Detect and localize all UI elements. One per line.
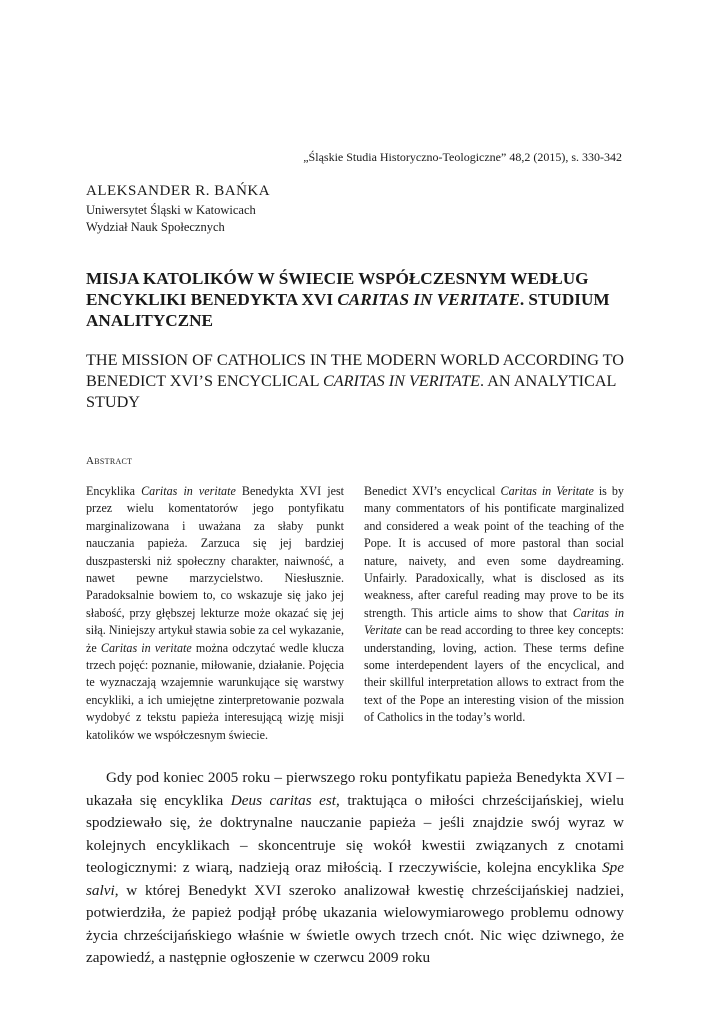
body-s3: , w której Benedykt XVI szeroko analizował kwestię chrześcijańskiej nadziei, potwierdziła, że papież podjął próbę ukazania wielowymiarowego problemu odnowy życia chrześcijańskiego właśnie w świetle owych trzech cnót. Nic więc dziwnego, że zapowiedź, a następnie ogłoszenie w czerwcu 2009 roku [86,881,624,966]
abstract-pl-s3: można odczytać wedle klucza trzech pojęć: poznanie, miłowanie, działanie. Pojęcia te wyznaczają wzajemnie warunkujące się warstwy encykliki, a ich umiejętne zinterpretowanie pozwala wydobyć z tekstu papieża interesującą wizję misji katolików we współczesnym świecie. [86,640,344,742]
abstract-en-s2: is by many commentators of his pontificate marginalized and considered a weak point of the teaching of the Pope. It is accused of more pastoral than social nature, naivety, and even some daydreaming. Unfairly. Paradoxically, what is disclosed as its weakness, after careful reading may prove to be its strength. This article aims to show that [364,484,624,620]
title-english-part2: . AN ANALYTICAL STUDY [86,372,616,411]
abstract-heading: Abstract [86,455,133,467]
author-affiliation-university: Uniwersytet Śląski w Katowicach [86,203,256,217]
abstract-en-s1: Benedict XVI’s encyclical [364,484,501,498]
abstract-english [364,483,624,727]
abstract-en-s3: can be read according to three key concepts: understanding, loving, action. These terms define some interdependent layers of the encyclical, and their skillful interpretation allows to extract from the text of the Pope an interesting vision of the mission of Catholics in the today’s world. [364,623,624,725]
abstract-pl-i1: Caritas in veritate [141,484,236,498]
title-english [86,350,626,413]
body-s1: Gdy pod koniec 2005 roku – pierwszego roku pontyfikatu papieża Benedykta XVI – ukazała się encyklika [86,769,624,809]
title-polish-part1: MISJA KATOLIKÓW W ŚWIECIE WSPÓŁCZESNYM WEDŁUG ENCYKLIKI BENEDYKTA XVI [86,269,589,309]
journal-reference: „Śląskie Studia Historyczno-Teologiczne” 48,2 (2015), s. 330-342 [303,150,622,164]
title-english-italic: CARITAS IN VERITATE [322,372,481,390]
title-english-part1: THE MISSION OF CATHOLICS IN THE MODERN WORLD ACCORDING TO BENEDICT XVI’S ENCYCLICAL [86,351,624,390]
body-i1: Deus caritas est [230,791,337,809]
title-polish-part2: . STUDIUM ANALITYCZNE [86,290,610,330]
abstract-pl-i2: Caritas in veritate [100,640,192,655]
abstract-en-i1: Caritas in Veritate [500,484,594,498]
abstract-polish [86,483,344,744]
abstract-pl-s2: Benedykta XVI jest przez wielu komentatorów jego pontyfikatu marginalizowana i uważana za słaby punkt nauczania papieża. Zarzuca się jej bardziej duszpasterski niż społeczny charakter, naiwność, a nawet pewne marzycielstwo. Niesłusznie. Paradoksalnie bowiem to, co wskazuje się jako jej słabość, przy głębszej lekturze może okazać się jej siłą. Niniejszy artykuł stawia sobie za cel wykazanie, że [86,484,345,655]
author-name: ALEKSANDER R. BAŃKA [86,183,271,199]
title-polish [86,268,626,331]
abstract-pl-s1: Encyklika [86,484,142,498]
body-paragraph [86,767,624,970]
body-i2: Spe salvi [86,859,624,899]
title-polish-italic: CARITAS IN VERITATE [337,290,520,309]
body-s2: , traktująca o miłości chrześcijańskiej, wielu spodziewało się, że doktrynalne nauczanie papieża – jeśli znajdzie swój wyraz w kolejnych encyklikach – skoncentruje się wokół kwestii związanych z cnotami teologicznymi: z wiarą, nadzieją oraz miłością. I rzeczywiście, kolejna encyklika [86,791,624,876]
author-affiliation-faculty: Wydział Nauk Społecznych [86,220,225,234]
abstract-en-i2: Caritas in Veritate [364,605,624,638]
